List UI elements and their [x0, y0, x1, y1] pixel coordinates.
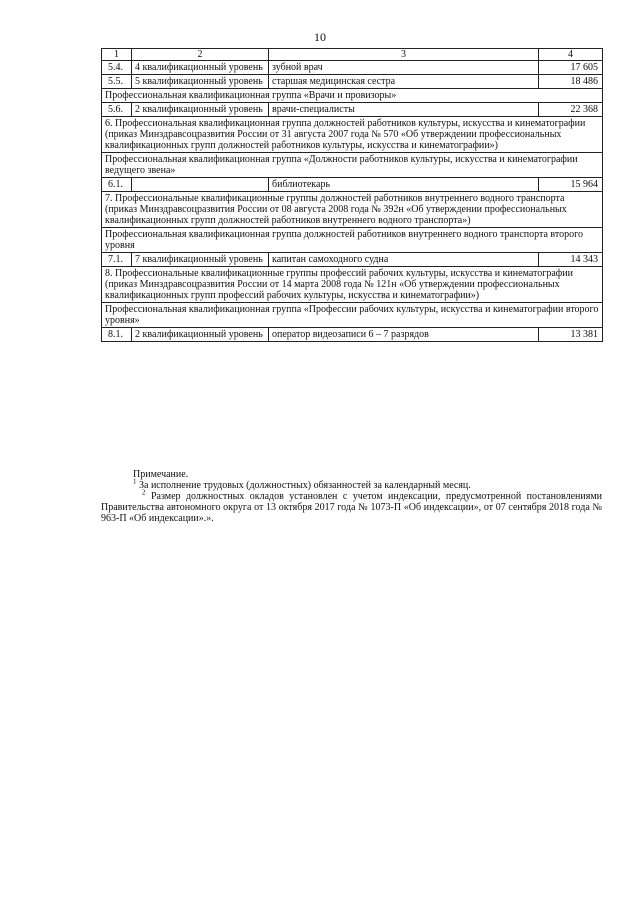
- position-name: старшая медицинская сестра: [269, 75, 539, 89]
- table-row: [102, 178, 603, 192]
- group-row: [102, 89, 603, 103]
- qualification-level: 5 квалификационный уровень: [132, 75, 269, 89]
- group-title: Профессиональная квалификационная группа должностей работников внутреннего водного транспорта второго уровня: [102, 228, 603, 253]
- position-name: библиотекарь: [269, 178, 539, 192]
- page-number: 10: [314, 30, 326, 44]
- group-title: Профессиональная квалификационная группа «Врачи и провизоры»: [102, 89, 603, 103]
- table-row: [102, 103, 603, 117]
- table-row: [102, 75, 603, 89]
- salary-value: 22 368: [539, 103, 603, 117]
- table-row: [102, 328, 603, 342]
- salary-value: 17 605: [539, 61, 603, 75]
- column-header: 4: [539, 49, 603, 61]
- group-title: Профессиональная квалификационная группа «Профессии рабочих культуры, искусства и кинематографии второго уровня»: [102, 303, 603, 328]
- row-number: 8.1.: [102, 328, 132, 342]
- column-header: 3: [269, 49, 539, 61]
- salary-table: [101, 48, 603, 342]
- note-1: [101, 477, 602, 491]
- qualification-level: 4 квалификационный уровень: [132, 61, 269, 75]
- position-name: капитан самоходного судна: [269, 253, 539, 267]
- table-row: [102, 253, 603, 267]
- row-number: 5.4.: [102, 61, 132, 75]
- section-row: [102, 267, 603, 303]
- qualification-level: 2 квалификационный уровень: [132, 328, 269, 342]
- group-row: [102, 153, 603, 178]
- section-title: 8. Профессиональные квалификационные группы профессий рабочих культуры, искусства и кинематографии (приказ Минздравсоцразвития России от 14 марта 2008 года № 121н «Об утверждении профессиональных квалификационных групп профессий рабочих культуры, искусства и кинематографии»): [102, 267, 603, 303]
- salary-value: 14 343: [539, 253, 603, 267]
- qualification-level: 2 квалификационный уровень: [132, 103, 269, 117]
- notes-block: [101, 469, 602, 524]
- footnote-mark: 1: [133, 477, 137, 486]
- column-header: 1: [102, 49, 132, 61]
- qualification-level: 7 квалификационный уровень: [132, 253, 269, 267]
- section-title: 6. Профессиональная квалификационная группа должностей работников культуры, искусства и кинематографии (приказ Минздравсоцразвития России от 31 августа 2007 года № 570 «Об утверждении профессиональных квалификационных групп должностей работников культуры, искусства и кинематографии»): [102, 117, 603, 153]
- note-1-text: За исполнение трудовых (должностных) обязанностей за календарный месяц.: [136, 480, 471, 491]
- table-row: [102, 61, 603, 75]
- row-number: 5.6.: [102, 103, 132, 117]
- column-header: 2: [132, 49, 269, 61]
- section-row: [102, 117, 603, 153]
- row-number: 6.1.: [102, 178, 132, 192]
- row-number: 5.5.: [102, 75, 132, 89]
- group-title: Профессиональная квалификационная группа «Должности работников культуры, искусства и кинематографии ведущего звена»: [102, 153, 603, 178]
- position-name: оператор видеозаписи 6 – 7 разрядов: [269, 328, 539, 342]
- salary-value: 18 486: [539, 75, 603, 89]
- note-2: [101, 488, 602, 524]
- position-name: зубной врач: [269, 61, 539, 75]
- qualification-level: [132, 178, 269, 192]
- section-title: 7. Профессиональные квалификационные группы должностей работников внутреннего водного транспорта (приказ Минздравсоцразвития России от 08 августа 2008 года № 392н «Об утверждении профессиональных квалификационных групп должностей работников внутреннего водного транспорта»): [102, 192, 603, 228]
- table-header-row: [102, 49, 603, 61]
- salary-value: 13 381: [539, 328, 603, 342]
- row-number: 7.1.: [102, 253, 132, 267]
- group-row: [102, 228, 603, 253]
- section-row: [102, 192, 603, 228]
- notes-title: Примечание.: [133, 469, 189, 480]
- position-name: врачи-специалисты: [269, 103, 539, 117]
- note-2-text: Размер должностных окладов установлен с учетом индексации, предусмотренной постановлениями Правительства автономного округа от 13 октября 2017 года № 1073-П «Об индексации», от 07 сентября 2018 года № 963-П «Об индексации».».: [101, 491, 602, 524]
- group-row: [102, 303, 603, 328]
- footnote-mark: 2: [142, 488, 146, 497]
- salary-value: 15 964: [539, 178, 603, 192]
